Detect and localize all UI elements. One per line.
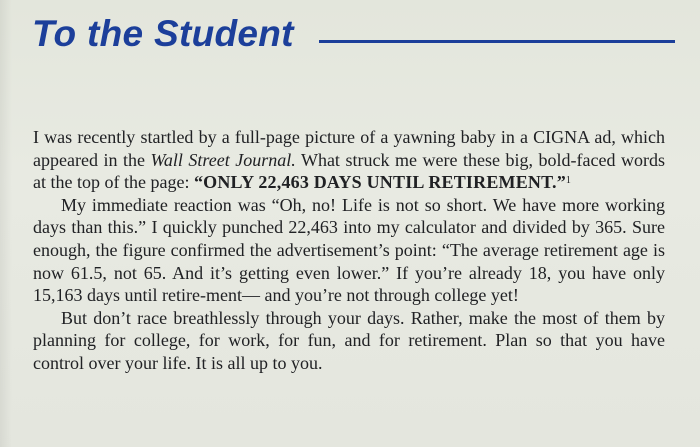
page-edge-shadow bbox=[0, 0, 12, 447]
newspaper-name: Wall Street Journal. bbox=[150, 149, 296, 170]
footnote-marker: 1 bbox=[565, 175, 571, 187]
section-header bbox=[32, 10, 672, 60]
title-underline-rule bbox=[319, 40, 675, 43]
paragraph-1-run-1: I was recently startled by a full-page picture of a yawning baby in a CIGNA ad, which appeared in the bbox=[33, 127, 665, 170]
paragraph-3 bbox=[33, 307, 665, 375]
paragraph-2 bbox=[33, 194, 665, 307]
bold-headline-quote: “ONLY 22,463 DAYS UNTIL RETIREMENT.” bbox=[193, 172, 566, 193]
paragraph-3-text: But don’t race breathlessly through your days. Rather, make the most of them by planning for college, for work, for fun, and for retirement. Plan so that you have control over your life. It is all up to you. bbox=[33, 307, 665, 373]
section-title: To the Student bbox=[32, 13, 294, 54]
paragraph-1 bbox=[33, 126, 665, 194]
paragraph-1-run-3: What struck me were these big, bold-faced words at the top of the page: bbox=[33, 149, 666, 193]
body-text bbox=[33, 126, 665, 375]
paragraph-2-text: My immediate reaction was “Oh, no! Life is not so short. We have more working days than this.” I quickly punched 22,463 into my calculator and divided by 365. Sure enough, the figure confirmed the advertisement’s point: “The average retirement age is now 61.5, not 65. And it’s getting even lower.” If you’re already 18, you have only 15,163 days until retire-ment— and you’re not through college yet! bbox=[33, 194, 665, 306]
